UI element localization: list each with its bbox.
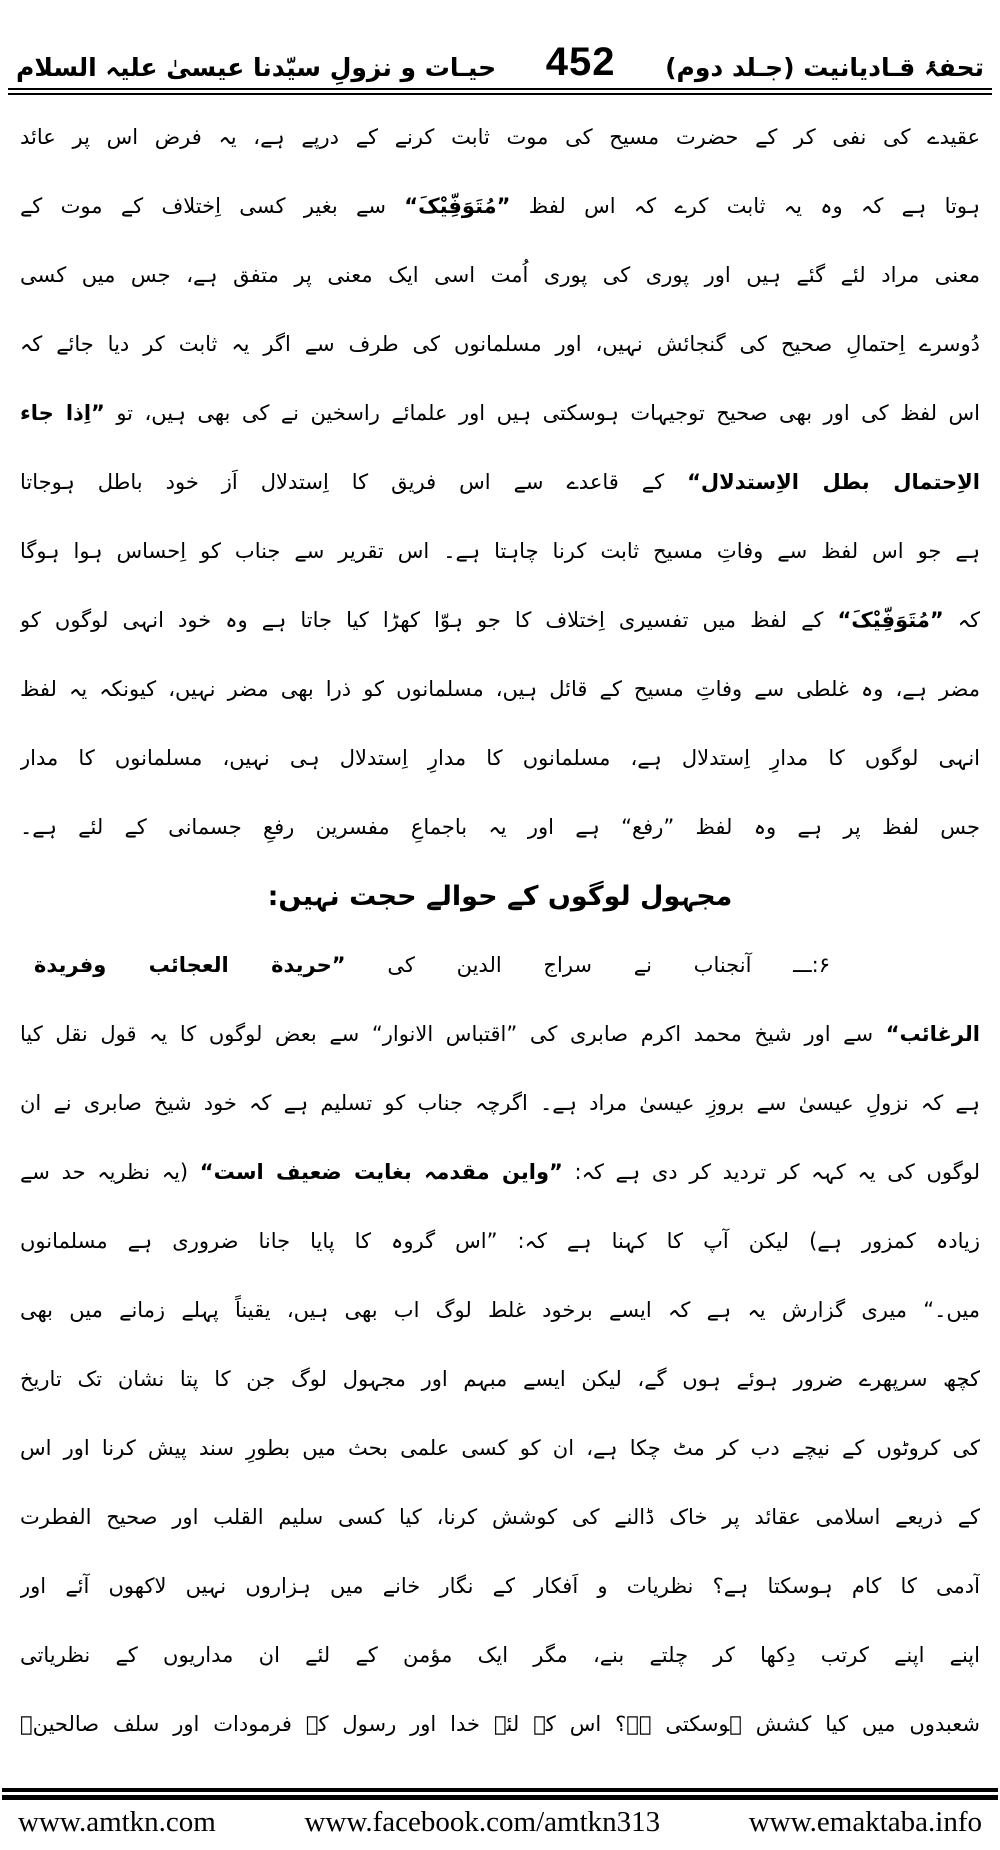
text-line: اس لفظ کی اور بھی صحیح توجیہات ہوسکتی ہیں اور علمائے راسخین نے کی بھی ہیں، تو ”اِذا جاء <box>20 401 980 425</box>
book-title: تحفۂ قـادیانیت (جـلد دوم) <box>665 53 984 82</box>
text-line: ہوتا ہے کہ وہ یہ ثابت کرے کہ اس لفظ ”مُتَوَفِّیْکَ“ سے بغیر کسی اِختلاف کے موت کے <box>20 194 980 218</box>
footer-divider <box>2 1788 998 1800</box>
text-line: آدمی کا کام ہوسکتا ہے؟ نظریات و اَفکار کے نگار خانے میں ہزاروں نہیں لاکھوں آئے اور <box>20 1574 980 1598</box>
text-line: مضر ہے، وہ غلطی سے وفاتِ مسیح کے قائل ہیں، مسلمانوں کو ذرا بھی مضر نہیں، کیونکہ یہ لفظ <box>20 677 980 701</box>
text-line: الرغائب“ سے اور شیخ محمد اکرم صابری کی ”اقتباس الانوار“ سے بعض لوگوں کا یہ قول نقل کیا <box>20 1022 980 1046</box>
text-line: دُوسرے اِحتمالِ صحیح کی گنجائش نہیں، اور مسلمانوں کی طرف سے اگر یہ ثابت کر دیا جائے کہ <box>20 332 980 356</box>
page-number: 452 <box>545 40 616 84</box>
page-footer <box>0 1788 1000 1850</box>
page-header <box>0 0 1000 88</box>
text-line: لوگوں کی یہ کہہ کر تردید کر دی ہے کہ: ”واین مقدمہ بغایت ضعیف است“ (یہ نظریہ حد سے <box>20 1160 980 1184</box>
text-line: اپنے اپنے کرتب دِکھا کر چلتے بنے، مگر ایک مؤمن کے لئے ان مداریوں کے نظریاتی <box>20 1643 980 1667</box>
text-line: ۶:ـــ آنجناب نے سراج الدین کی ”حریدة العجائب وفریدة <box>34 953 830 977</box>
text-line: عقیدے کی نفی کر کے حضرت مسیح کی موت ثابت کرنے کے درپے ہے، یہ فرض اس پر عائد <box>20 125 980 149</box>
text-line: جس لفظ پر ہے وہ لفظ ”رفع“ ہے اور یہ باجماعِ مفسرین رفعِ جسمانی کے لئے ہے۔ <box>20 815 980 839</box>
text-line: کے ذریعے اسلامی عقائد پر خاک ڈالنے کی کوشش کرنا، کیا کسی سلیم القلب اور صحیح الفطرت <box>20 1505 980 1529</box>
footer-link-amtkn[interactable]: www.amtkn.com <box>18 1806 216 1838</box>
footer-link-emaktaba[interactable]: www.emaktaba.info <box>748 1806 982 1838</box>
body-text <box>0 95 1000 1759</box>
text-line: شعبدوں میں کیا کشش ہوسکتی ہے؟ اس کے لئے خدا اور رسول کے فرمودات اور سلف صالحینؒ <box>20 1712 980 1736</box>
text-line: الاِحتمال بطل الاِستدلال“ کے قاعدے سے اس فریق کا اِستدلال اَز خود باطل ہوجاتا <box>20 470 980 494</box>
section-title: حیـات و نزولِ سیّدنا عیسیٰ علیہ السلام <box>16 53 497 82</box>
text-line: ہے کہ نزولِ عیسیٰ سے بروزِ عیسیٰ مراد ہے۔ اگرچہ جناب کو تسلیم ہے کہ خود شیخ صابری نے ان <box>20 1091 980 1115</box>
text-line: معنی مراد لئے گئے ہیں اور پوری کی پوری اُمت اسی ایک معنی پر متفق ہے، جس میں کسی <box>20 263 980 287</box>
text-line: کہ ”مُتَوَفِّیْکَ“ کے لفظ میں تفسیری اِختلاف کا جو ہوّا کھڑا کیا جاتا ہے وہ خود انہی لوگوں کو <box>20 608 980 632</box>
text-line: کچھ سرپھرے ضرور ہوئے ہوں گے، لیکن ایسے مبہم اور مجہول لوگ جن کا پتا نشان تک تاریخ <box>20 1367 980 1391</box>
header-divider <box>8 88 992 95</box>
text-line: انہی لوگوں کا مدارِ اِستدلال ہے، مسلمانوں کا مدارِ اِستدلال ہی نہیں، مسلمانوں کا مدار <box>20 746 980 770</box>
text-line: زیادہ کمزور ہے) لیکن آپ کا کہنا ہے کہ: ”اس گروہ کا پایا جانا ضروری ہے مسلمانوں <box>20 1229 980 1253</box>
footer-link-facebook[interactable]: www.facebook.com/amtkn313 <box>304 1806 661 1838</box>
text-line: ہے جو اس لفظ سے وفاتِ مسیح ثابت کرنا چاہتا ہے۔ اس تقریر سے جناب کو اِحساس ہوا ہوگا <box>20 539 980 563</box>
footer-links <box>0 1800 1000 1839</box>
section-heading: مجہول لوگوں کے حوالے حجت نہیں: <box>267 881 733 912</box>
text-line: کی کروٹوں کے نیچے دب کر مٹ چکا ہے، ان کو کسی علمی بحث میں بطورِ سند پیش کرنا اور اس <box>20 1436 980 1460</box>
text-line: میں۔“ میری گزارش یہ ہے کہ ایسے برخود غلط لوگ اب بھی ہیں، یقیناً پہلے زمانے میں بھی <box>20 1298 980 1322</box>
